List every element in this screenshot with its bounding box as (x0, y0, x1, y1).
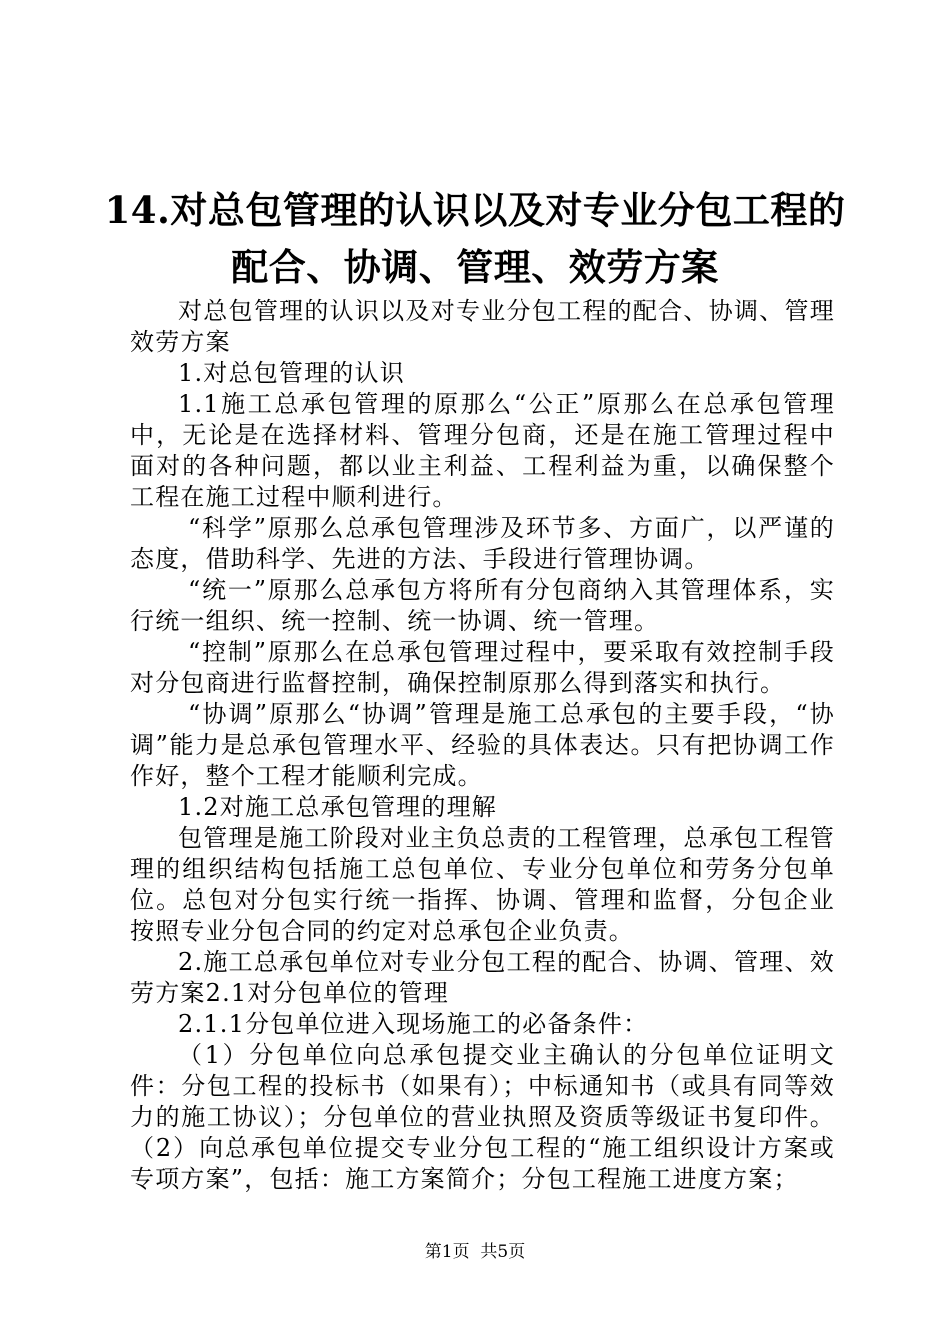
page-number: 第1页 (424, 1242, 470, 1262)
heading-2: 2.施工总承包单位对专业分包工程的配合、协调、管理、效劳方案2.1对分包单位的管理 (130, 948, 835, 1007)
page-footer (0, 1242, 950, 1262)
heading-2-1-1: 2.1.1分包单位进入现场施工的必备条件： (178, 1010, 649, 1038)
document-title-line-2: 配合、协调、管理、效劳方案 (231, 245, 719, 289)
paragraph-science-principle: “科学”原那么总承包管理涉及环节多、方面广，以严谨的态度，借助科学、先进的方法、手段进行管理协调。 (130, 514, 835, 573)
heading-1: 1.对总包管理的认识 (178, 359, 405, 387)
paragraph-unity-principle: “统一”原那么总承包方将所有分包商纳入其管理体系，实行统一组织、统一控制、统一协调、统一管理。 (130, 576, 835, 635)
paragraph-intro: 对总包管理的认识以及对专业分包工程的配合、协调、管理效劳方案 (130, 297, 835, 356)
heading-1-2: 1.2对施工总承包管理的理解 (178, 793, 497, 821)
paragraph-requirements: （1）分包单位向总承包提交业主确认的分包单位证明文件：分包工程的投标书（如果有）；中标通知书（或具有同等效力的施工协议）；分包单位的营业执照及资质等级证书复印件。（2）向总承包单位提交专业分包工程的“施工组织设计方案或专项方案”，包括：施工方案简介；分包工程施工进度方案； (130, 1041, 835, 1193)
paragraph-control-principle: “控制”原那么在总承包管理过程中，要采取有效控制手段对分包商进行监督控制，确保控制原那么得到落实和执行。 (130, 638, 835, 697)
page-total: 共5页 (480, 1242, 526, 1262)
document-title-line-1: 14.对总包管理的认识以及对专业分包工程的 (104, 188, 846, 232)
paragraph-understanding: 包管理是施工阶段对业主负总责的工程管理，总承包工程管理的组织结构包括施工总包单位、专业分包单位和劳务分包单位。总包对分包实行统一指挥、协调、管理和监督，分包企业按照专业分包合同的约定对总承包企业负责。 (130, 824, 835, 945)
paragraph-coordinate-principle: “协调”原那么“协调”管理是施工总承包的主要手段，“协调”能力是总承包管理水平、经验的具体表达。只有把协调工作作好，整个工程才能顺利完成。 (130, 700, 835, 790)
paragraph-fair-principle: 1.1施工总承包管理的原那么“公正”原那么在总承包管理中，无论是在选择材料、管理分包商，还是在施工管理过程中面对的各种问题，都以业主利益、工程利益为重，以确保整个工程在施工过程中顺利进行。 (130, 390, 835, 511)
document-body (130, 296, 835, 1195)
